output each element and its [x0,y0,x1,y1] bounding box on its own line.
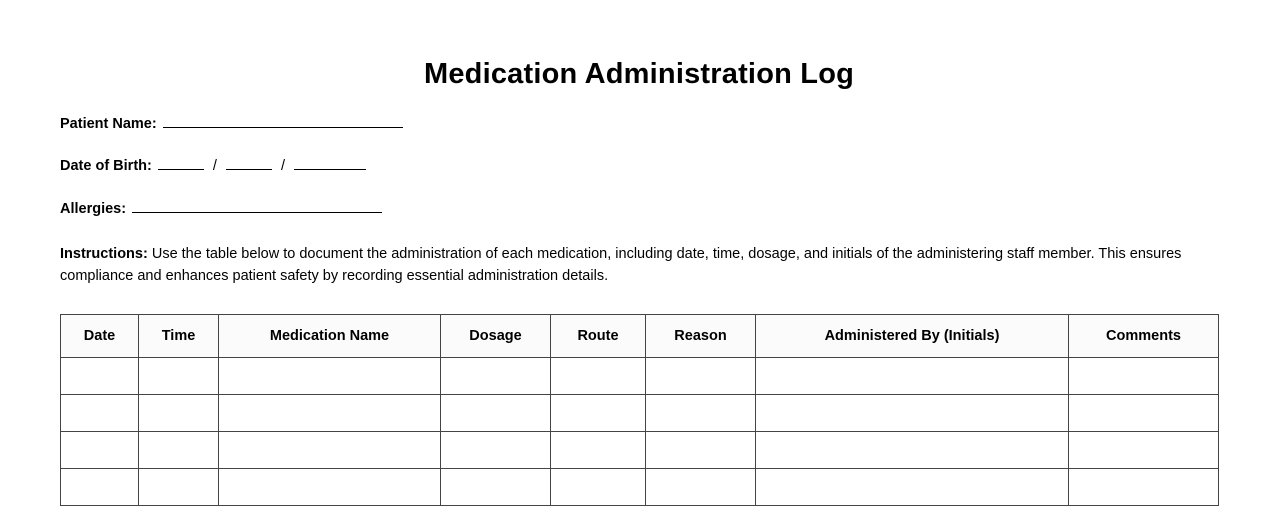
cell-date[interactable] [61,394,139,431]
allergies-field [60,198,1218,218]
column-header-comments: Comments [1069,314,1219,357]
cell-dosage[interactable] [441,357,551,394]
cell-comments[interactable] [1069,357,1219,394]
column-header-route: Route [551,314,646,357]
column-header-dosage: Dosage [441,314,551,357]
cell-dosage[interactable] [441,468,551,505]
cell-administered-by[interactable] [756,468,1069,505]
cell-reason[interactable] [646,357,756,394]
column-header-time: Time [139,314,219,357]
cell-dosage[interactable] [441,431,551,468]
cell-route[interactable] [551,394,646,431]
cell-administered-by[interactable] [756,357,1069,394]
cell-administered-by[interactable] [756,394,1069,431]
page-title: Medication Administration Log [423,58,855,90]
date-of-birth-label: Date of Birth: [60,158,152,175]
cell-comments[interactable] [1069,468,1219,505]
cell-reason[interactable] [646,431,756,468]
cell-date[interactable] [61,468,139,505]
table-row [61,468,1219,505]
column-header-date: Date [61,314,139,357]
cell-comments[interactable] [1069,394,1219,431]
medication-log-table [60,314,1219,506]
cell-medication-name[interactable] [219,394,441,431]
dob-separator-2: / [281,158,286,175]
table-header-row [61,314,1219,357]
cell-route[interactable] [551,468,646,505]
cell-date[interactable] [61,431,139,468]
instructions-text: Use the table below to document the administration of each medication, including date, time, dosage, and initials of the administering staff member. This ensures compliance and enhances patient safety by recording essential administration details. [60,246,1182,284]
dob-month-input[interactable] [158,155,204,170]
allergies-input[interactable] [132,198,382,213]
column-header-administered-by: Administered By (Initials) [756,314,1069,357]
cell-administered-by[interactable] [756,431,1069,468]
cell-dosage[interactable] [441,394,551,431]
dob-year-input[interactable] [294,155,366,170]
allergies-label: Allergies: [60,200,127,217]
cell-time[interactable] [139,394,219,431]
cell-route[interactable] [551,431,646,468]
table-row [61,394,1219,431]
patient-name-field [60,113,1218,133]
instructions-paragraph [60,244,1218,288]
patient-name-input[interactable] [163,113,403,128]
cell-medication-name[interactable] [219,431,441,468]
cell-route[interactable] [551,357,646,394]
dob-day-input[interactable] [226,155,272,170]
dob-separator-1: / [212,158,217,175]
cell-medication-name[interactable] [219,357,441,394]
table-row [61,357,1219,394]
cell-date[interactable] [61,357,139,394]
column-header-medication-name: Medication Name [219,314,441,357]
cell-reason[interactable] [646,468,756,505]
date-of-birth-field [60,155,1218,175]
cell-time[interactable] [139,357,219,394]
cell-time[interactable] [139,431,219,468]
column-header-reason: Reason [646,314,756,357]
cell-reason[interactable] [646,394,756,431]
table-row [61,431,1219,468]
instructions-label: Instructions: [60,246,148,263]
cell-time[interactable] [139,468,219,505]
cell-comments[interactable] [1069,431,1219,468]
cell-medication-name[interactable] [219,468,441,505]
patient-name-label: Patient Name: [60,116,157,132]
